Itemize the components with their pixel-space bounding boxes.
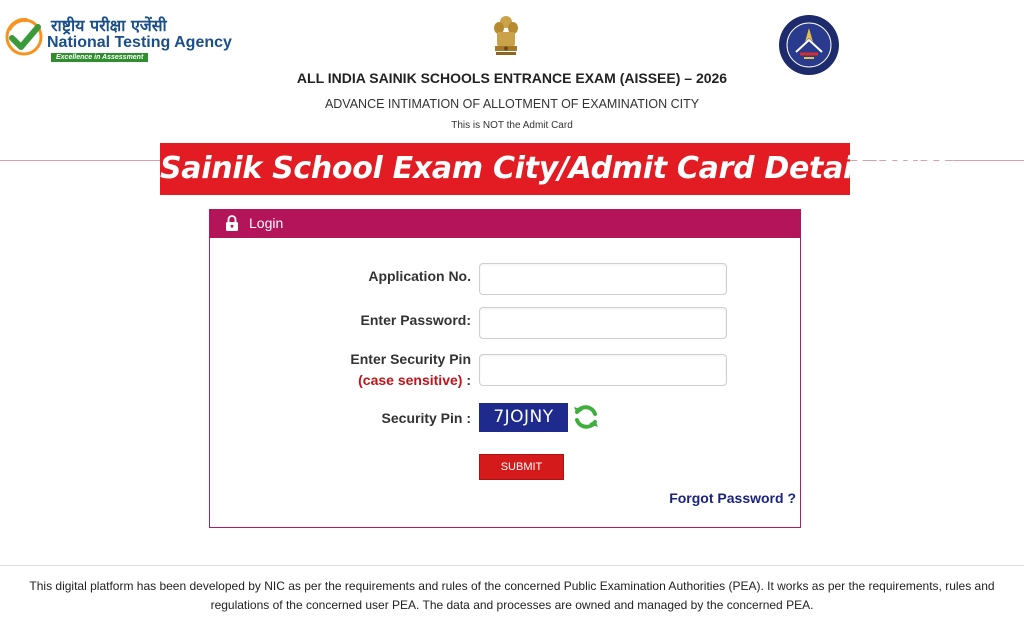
nta-logo	[5, 12, 245, 64]
footer-disclaimer: This digital platform has been developed by NIC as per the requirements and rules of the concerned Public Examination Authorities (PEA). It works as per the requirements, rules and regulations of the concerned user PEA. The data and processes are owned and managed by the concerned PEA.	[29, 579, 995, 612]
footer-divider	[0, 565, 1024, 566]
promo-banner: Sainik School Exam City/Admit Card Detail 2026	[160, 143, 850, 195]
lock-icon	[225, 215, 239, 231]
login-panel	[209, 209, 801, 528]
nta-tagline: Excellence in Assessment	[51, 53, 148, 62]
captcha-image: 7JOJNY	[479, 403, 568, 432]
nta-english-name: National Testing Agency	[47, 34, 232, 51]
nta-hindi-name: राष्ट्रीय परीक्षा एजेंसी	[51, 16, 167, 35]
nta-checkmark-icon	[5, 18, 43, 56]
application-number-label: Application No.	[368, 268, 471, 284]
exam-subtitle: ADVANCE INTIMATION OF ALLOTMENT OF EXAMINATION CITY	[324, 97, 700, 111]
submit-button[interactable]: SUBMIT	[479, 454, 564, 480]
forgot-password-link[interactable]: Forgot Password ?	[669, 490, 796, 506]
exam-title: ALL INDIA SAINIK SCHOOLS ENTRANCE EXAM (AISSEE) – 2026	[296, 70, 728, 86]
password-label: Enter Password:	[360, 312, 471, 328]
login-title: Login	[249, 215, 284, 231]
security-pin-input[interactable]	[479, 354, 727, 386]
login-header	[209, 209, 801, 238]
state-emblem-icon	[491, 14, 521, 60]
password-input[interactable]	[479, 307, 727, 339]
case-sensitive-text: (case sensitive)	[358, 372, 463, 388]
security-pin-label: Enter Security Pin	[350, 351, 471, 367]
admit-card-note: This is NOT the Admit Card	[451, 120, 573, 131]
case-sensitive-note	[358, 372, 471, 388]
captcha-label: Security Pin :	[381, 410, 471, 426]
refresh-icon[interactable]	[571, 402, 601, 432]
case-colon: :	[462, 372, 471, 388]
sainik-schools-society-logo	[778, 14, 840, 76]
application-number-input[interactable]	[479, 263, 727, 295]
